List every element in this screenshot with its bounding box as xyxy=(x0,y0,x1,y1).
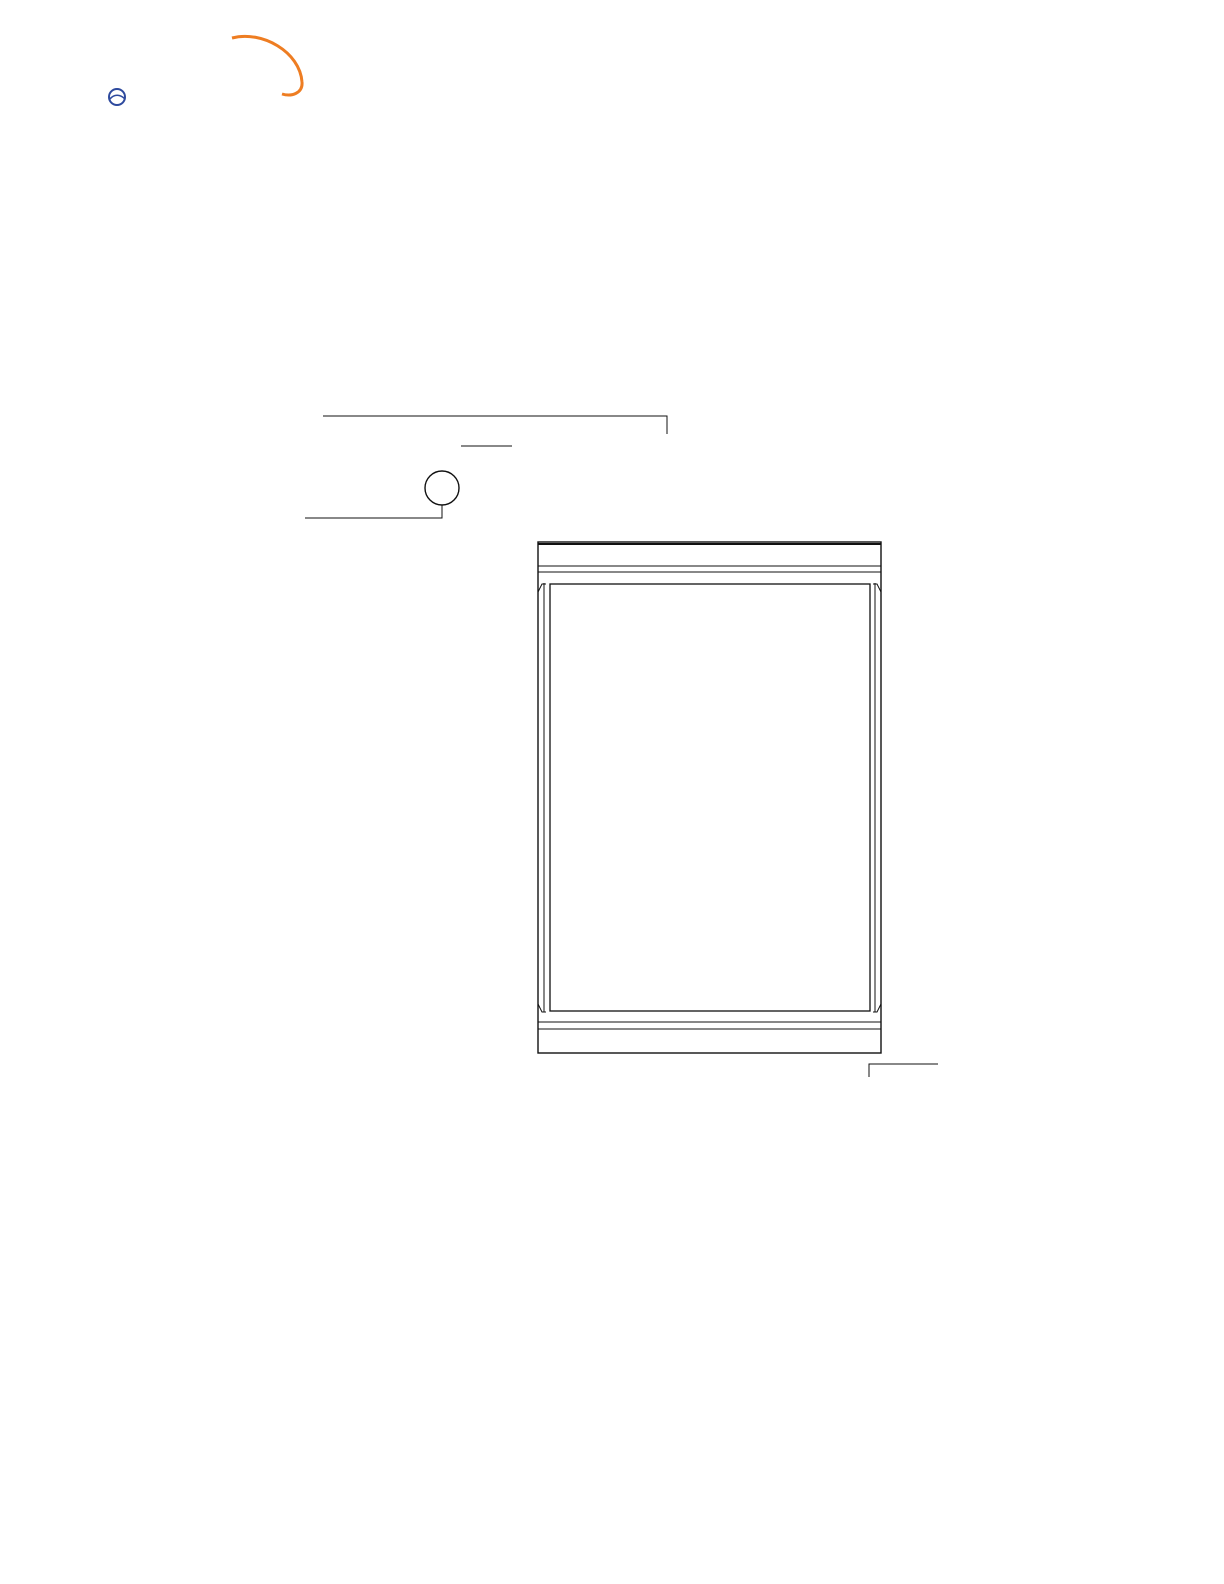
daq-module-housing xyxy=(538,542,881,1053)
logo-swoosh xyxy=(232,36,302,95)
connector-1-callout-circle xyxy=(425,471,459,505)
closest-to-front-leader-line xyxy=(305,505,442,518)
orolia-netwave-logo xyxy=(0,0,302,105)
logo-globe-icon xyxy=(109,89,125,105)
example-tb21-leader-line xyxy=(323,416,667,434)
example-bc14-leader-line xyxy=(869,1064,938,1077)
